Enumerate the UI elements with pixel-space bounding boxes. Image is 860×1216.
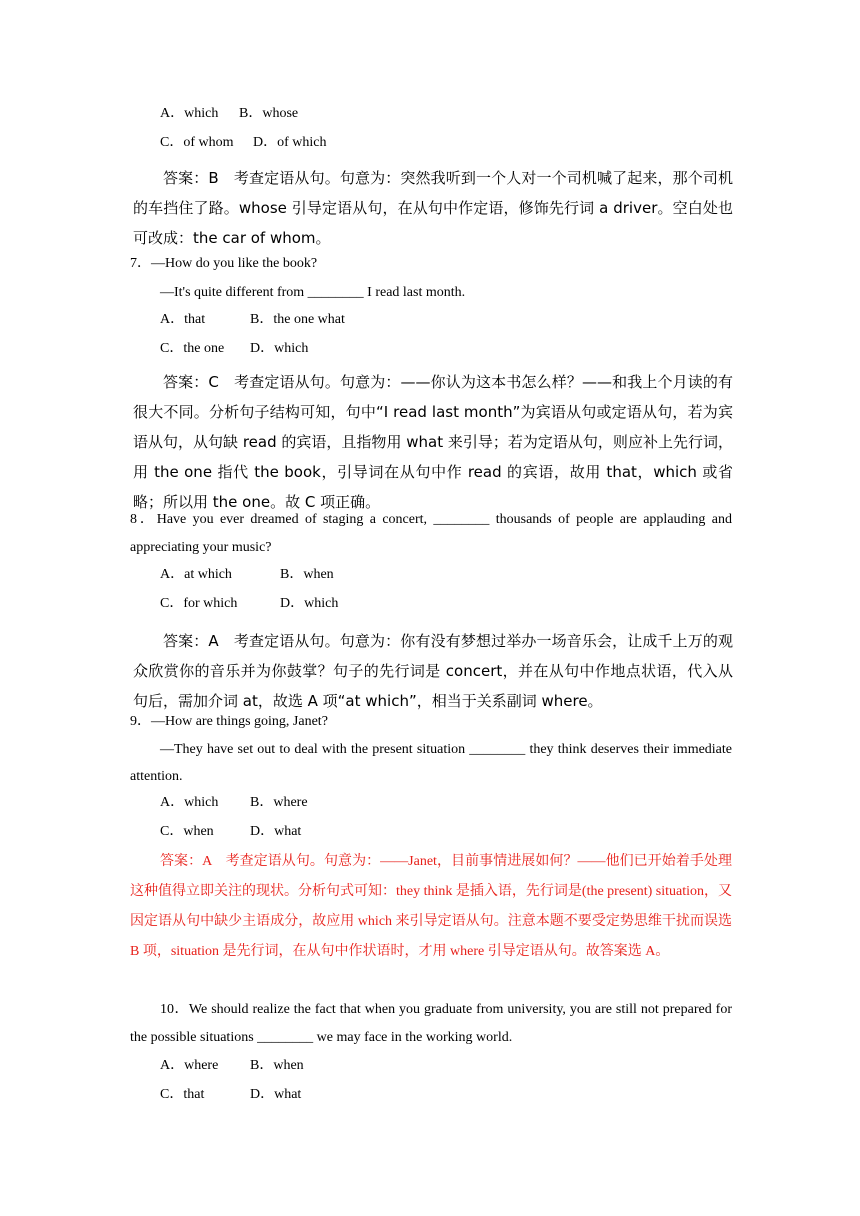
q10-option-d: D．what [250, 1087, 302, 1102]
q9-option-b: B．where [250, 795, 308, 810]
q7-option-d: D．which [250, 341, 309, 356]
q9-option-d: D．what [250, 824, 302, 839]
q8-answer: 答案：A 考查定语从句。句意为：你有没有梦想过举办一场音乐会，让成千上万的观众欣赏你的音乐并为你鼓掌？句子的先行词是 concert，并在从句中作地点状语，代入从句后，需加介词 at，故选 A 项“at which”，相当于关系副词 where。 [133, 632, 733, 710]
q9-stem-line1: 9．—How are things going, Janet? [130, 714, 328, 729]
q6-option-d: D．of which [253, 135, 327, 150]
q6-answer: 答案：B 考查定语从句。句意为：突然我听到一个人对一个司机喊了起来，那个司机的车挡住了路。whose 引导定语从句，在从句中作定语，修饰先行词 a driver。空白处也可改成：the car of whom。 [133, 169, 733, 247]
q7-options-row2 [160, 339, 309, 359]
q6-options-row2 [160, 133, 327, 153]
q6-option-a: A．which [160, 106, 219, 121]
q7-options-row1 [160, 310, 345, 330]
q9-option-a: A．which [160, 795, 219, 810]
q9-options-row1 [160, 793, 308, 813]
q7-option-c: C．the one [160, 341, 225, 356]
q6-options-row1 [160, 104, 299, 124]
q7-stem-line2: —It's quite different from ________ I read last month. [160, 285, 466, 300]
q7-option-b: B．the one what [250, 312, 345, 327]
q8-stem: 8．Have you ever dreamed of staging a concert, ________ thousands of people are applauding and appreciating your music? [130, 512, 732, 555]
q7-option-a: A．that [160, 312, 206, 327]
q10-stem: 10．We should realize the fact that when you graduate from university, you are still not prepared for the possible situations ________ we may face in the working world. [130, 1002, 732, 1045]
q8-option-c: C．for which [160, 596, 238, 611]
q7-answer: 答案：C 考查定语从句。句意为：——你认为这本书怎么样？——和我上个月读的有很大不同。分析句子结构可知，句中“I read last month”为宾语从句或定语从句，若为宾语从句，从句缺 read 的宾语，且指物用 what 来引导；若为定语从句，则应补上先行词，用 the one 指代 the book，引导词在从句中作 read 的宾语，故用 that，which 或省略；所以用 the one。故 C 项正确。 [133, 373, 733, 511]
q8-option-a: A．at which [160, 567, 232, 582]
q9-stem-line2: —They have set out to deal with the present situation ________ they think deserves their immediate attention. [130, 742, 732, 784]
q10-options-row2 [160, 1085, 302, 1105]
q9-answer: 答案：A 考查定语从句。句意为：——Janet，目前事情进展如何？——他们已开始着手处理这种值得立即关注的现状。分析句式可知：they think 是插入语，先行词是(the present) situation，又因定语从句中缺少主语成分，故应用 which 来引导定语从句。注意本题不要受定势思维干扰而误选 B 项，situation 是先行词，在从句中作状语时，才用 where 引导定语从句。故答案选 A。 [130, 854, 732, 959]
q6-option-c: C．of whom [160, 135, 234, 150]
q10-options-row1 [160, 1056, 304, 1076]
q7-stem-line1: 7．—How do you like the book? [130, 256, 318, 271]
q9-options-row2 [160, 822, 302, 842]
q9-option-c: C．when [160, 824, 214, 839]
q8-option-b: B．when [280, 567, 334, 582]
q8-option-d: D．which [280, 596, 339, 611]
q10-option-b: B．when [250, 1058, 304, 1073]
q10-option-c: C．that [160, 1087, 205, 1102]
q6-option-b: B．whose [239, 106, 299, 121]
q8-options-row2 [160, 594, 339, 614]
q8-options-row1 [160, 565, 334, 585]
q10-option-a: A．where [160, 1058, 219, 1073]
